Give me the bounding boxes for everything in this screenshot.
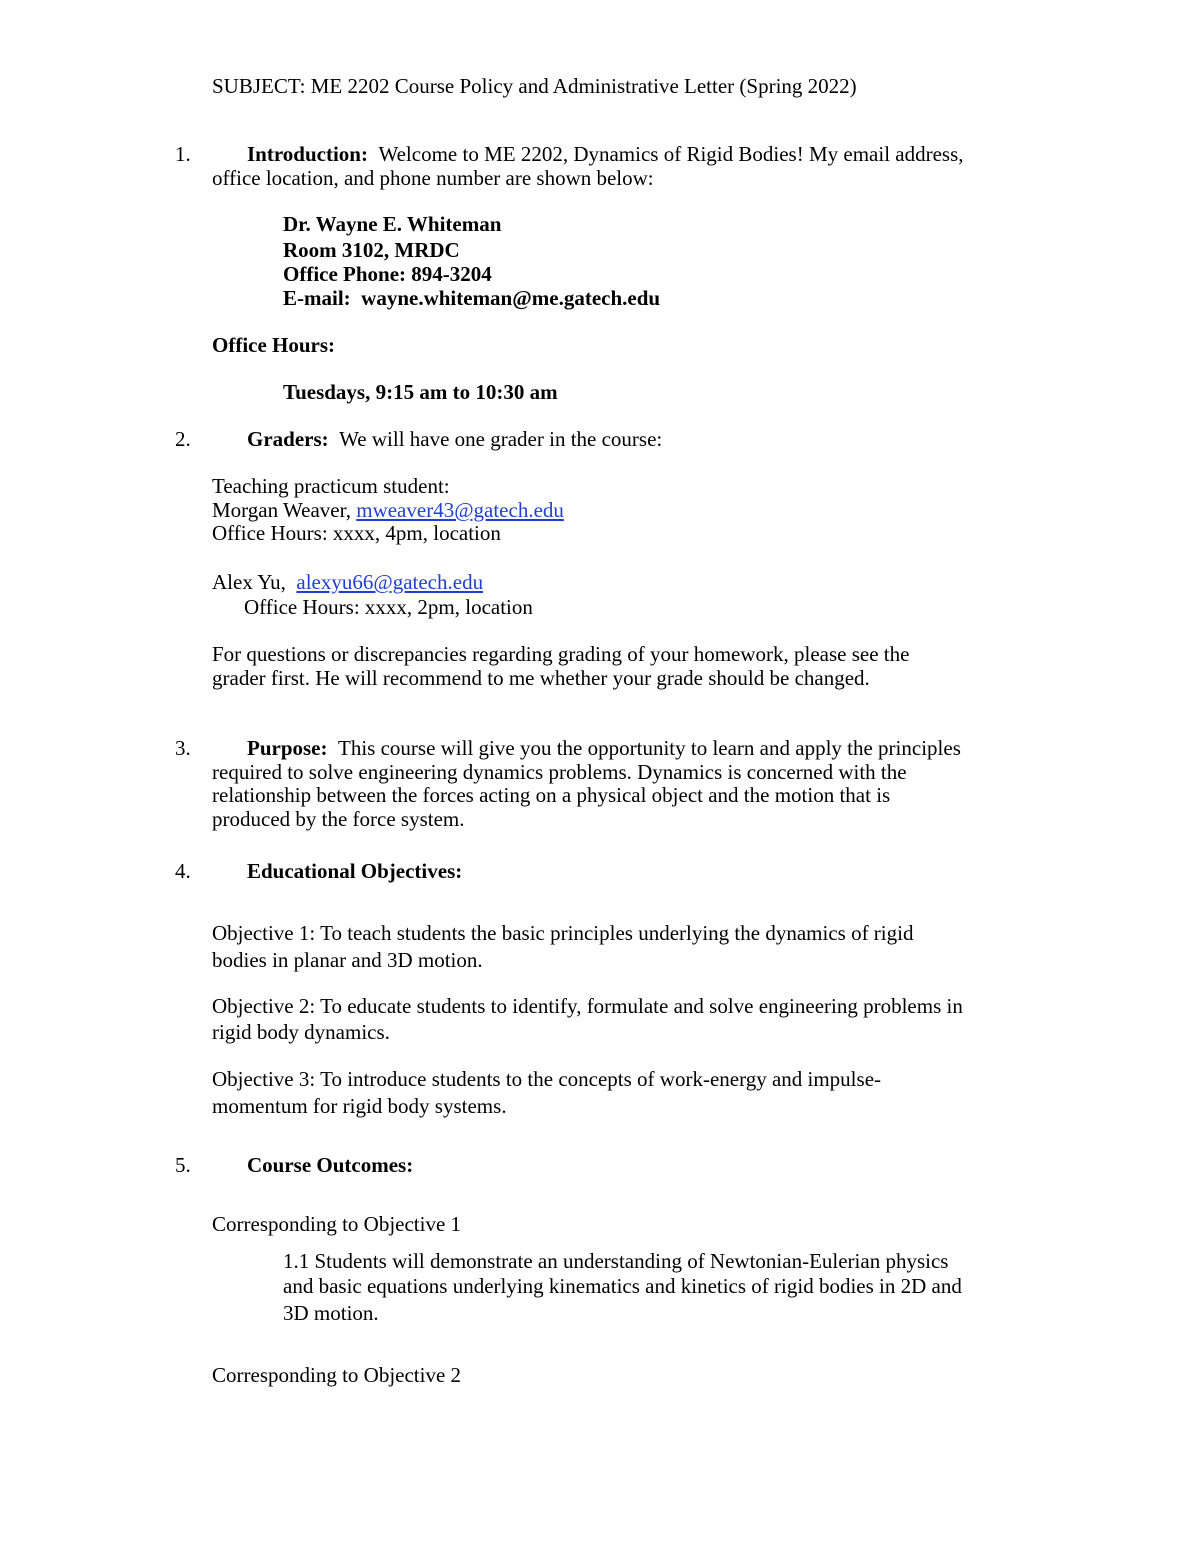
grader-note-line-2: grader first. He will recommend to me whether your grade should be changed.: [212, 666, 870, 690]
section-1-line-1: [247, 142, 964, 166]
office-hours-value: Tuesdays, 9:15 am to 10:30 am: [283, 380, 558, 404]
office-hours-label: Office Hours:: [212, 333, 336, 357]
instructor-room: Room 3102, MRDC: [283, 238, 460, 262]
subject-line: SUBJECT: ME 2202 Course Policy and Administrative Letter (Spring 2022): [212, 74, 857, 98]
section-4-heading: Educational Objectives:: [247, 859, 463, 883]
outcome-1-line-2: and basic equations underlying kinematics and kinetics of rigid bodies in 2D and: [283, 1274, 962, 1298]
graders-text: We will have one grader in the course:: [339, 427, 663, 451]
grader-1-hours: Office Hours: xxxx, 4pm, location: [212, 521, 501, 545]
grader-2-row: [212, 570, 483, 594]
instructor-name: Dr. Wayne E. Whiteman: [283, 212, 502, 236]
purpose-text-2: required to solve engineering dynamics problems. Dynamics is concerned with the: [212, 760, 907, 784]
email-label: E-mail:: [283, 286, 351, 310]
objective-2-line-1: Objective 2: To educate students to identify, formulate and solve engineering problems in: [212, 994, 963, 1018]
instructor-phone: Office Phone: 894-3204: [283, 262, 492, 286]
purpose-text-3: relationship between the forces acting on a physical object and the motion that is: [212, 783, 891, 807]
instructor-email[interactable]: wayne.whiteman@me.gatech.edu: [361, 286, 661, 310]
corresponding-objective-2: Corresponding to Objective 2: [212, 1363, 462, 1387]
objective-2-line-2: rigid body dynamics.: [212, 1020, 390, 1044]
objective-1-line-1: Objective 1: To teach students the basic principles underlying the dynamics of rigid: [212, 921, 914, 945]
objective-3-line-1: Objective 3: To introduce students to the concepts of work-energy and impulse-: [212, 1067, 882, 1091]
section-3-line-1: [247, 736, 961, 760]
grader-1-name: Morgan Weaver,: [212, 498, 351, 522]
section-2-heading: Graders:: [247, 427, 329, 451]
purpose-text-4: produced by the force system.: [212, 807, 465, 831]
section-1-intro-text: Welcome to ME 2202, Dynamics of Rigid Bodies! My email address,: [378, 142, 964, 166]
corresponding-objective-1: Corresponding to Objective 1: [212, 1212, 462, 1236]
grader-note-line-1: For questions or discrepancies regarding grading of your homework, please see the: [212, 642, 910, 666]
grader-1-row: [212, 498, 564, 522]
section-3-heading: Purpose:: [247, 736, 328, 760]
grader-1-email-link[interactable]: mweaver43@gatech.edu: [356, 498, 564, 522]
section-5-heading: Course Outcomes:: [247, 1153, 414, 1177]
outcome-1-line-1: 1.1 Students will demonstrate an understanding of Newtonian-Eulerian physics: [283, 1249, 949, 1273]
grader-2-hours: Office Hours: xxxx, 2pm, location: [244, 595, 533, 619]
outcome-1-line-3: 3D motion.: [283, 1301, 379, 1325]
objective-3-line-2: momentum for rigid body systems.: [212, 1094, 507, 1118]
section-5-number: 5.: [175, 1153, 191, 1177]
practicum-label: Teaching practicum student:: [212, 474, 450, 498]
section-1-number: 1.: [175, 142, 191, 166]
section-3-number: 3.: [175, 736, 191, 760]
section-2-line-1: [247, 427, 662, 451]
section-4-number: 4.: [175, 859, 191, 883]
purpose-text-1: This course will give you the opportunity to learn and apply the principles: [338, 736, 961, 760]
grader-2-email-link[interactable]: alexyu66@gatech.edu: [296, 570, 484, 594]
section-1-line-2: office location, and phone number are shown below:: [212, 166, 654, 190]
grader-2-name: Alex Yu,: [212, 570, 286, 594]
objective-1-line-2: bodies in planar and 3D motion.: [212, 948, 483, 972]
section-2-number: 2.: [175, 427, 191, 451]
section-1-heading: Introduction:: [247, 142, 368, 166]
instructor-email-row: [283, 286, 660, 310]
